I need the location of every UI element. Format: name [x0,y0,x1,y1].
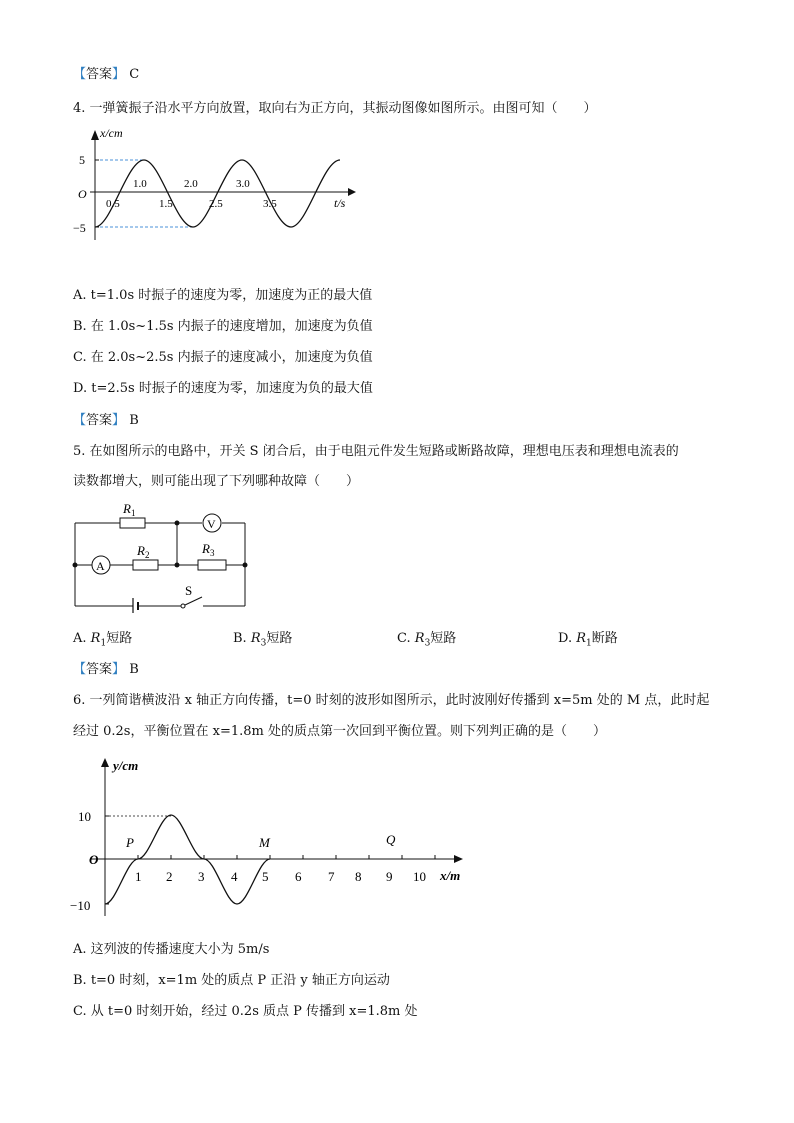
q6-y-pos-label: 10 [78,809,91,824]
answer-word: 答案 [86,662,113,677]
q5-option-c: C. $R_3$短路 [397,631,457,649]
q6-option-a: A. 这列波的传播速度大小为 5m/s [73,942,270,957]
q4-vibration-graph [70,122,360,242]
q5-resistor-r3 [198,560,226,570]
q4-option-a: A. t=1.0s 时振子的速度为零，加速度为正的最大值 [73,288,373,303]
q6-x-tick-5: 5 [262,869,269,884]
q6-point-p: P [126,835,134,850]
q6-origin-label: O [89,852,99,867]
answer-bracket-open: 【 [73,413,87,428]
q4-option-c: C. 在 2.0s~2.5s 内振子的速度减小，加速度为负值 [73,350,373,365]
q6-x-tick-9: 9 [386,869,393,884]
q4-tick-2-0: 2.0 [184,178,198,190]
answer-value: B [129,413,139,428]
q5-option-a: A. $R_1$短路 [73,631,133,649]
q6-x-tick-2: 2 [166,869,173,884]
q5-ammeter-label: A [96,559,105,573]
q6-x-axis-arrow [454,855,463,863]
q4-t-axis-arrow [348,188,356,196]
answer-line-q4 [73,412,139,430]
q6-x-tick-6: 6 [295,869,302,884]
question-5-stem-line2: 读数都增大，则可能出现了下列哪种故障（ ） [73,474,360,489]
q6-y-axis-arrow [101,758,109,767]
answer-bracket-close: 】 [112,67,126,82]
q4-tick-3-5: 3.5 [263,198,277,210]
q5-voltmeter-label: V [207,517,216,531]
q4-y-neg-label: −5 [73,221,86,235]
question-6-stem-line1: 6. 一列简谐横波沿 x 轴正方向传播，t=0 时刻的波形如图所示，此时波刚好传播到 x=5m 处的 M 点，此时起 [73,693,710,708]
q5-resistor-r2 [133,560,158,570]
answer-bracket-close: 】 [112,413,126,428]
question-5-stem-line1: 5. 在如图所示的电路中，开关 S 闭合后，由于电阻元件发生短路或断路故障，理想电压表和理想电流表的 [73,444,679,459]
answer-bracket-open: 【 [73,662,87,677]
q5-resistor-r1 [120,518,145,528]
answer-bracket-open: 【 [73,67,87,82]
q5-r2-label: $R_2$ [137,543,150,560]
q4-tick-2-5: 2.5 [209,198,223,210]
q6-point-m: M [259,835,270,850]
q6-x-tick-8: 8 [355,869,362,884]
q6-y-neg-label: −10 [70,898,91,913]
q5-r1-label: $R_1$ [123,501,136,518]
answer-word: 答案 [86,67,113,82]
question-4-stem: 4. 一弹簧振子沿水平方向放置，取向右为正方向，其振动图像如图所示。由图可知（ ） [73,101,597,116]
answer-line-q5 [73,661,139,679]
q6-x-tick-10: 10 [413,869,426,884]
q5-circuit-diagram [65,498,260,613]
q5-option-d: D. $R_1$断路 [558,631,618,649]
q6-x-axis-label: x/m [440,868,461,883]
q6-option-c: C. 从 t=0 时刻开始，经过 0.2s 质点 P 传播到 x=1.8m 处 [73,1004,418,1019]
q6-x-tick-7: 7 [328,869,335,884]
q4-tick-1-5: 1.5 [159,198,173,210]
answer-line-q3 [73,66,139,84]
q6-x-tick-4: 4 [231,869,238,884]
q4-tick-3-0: 3.0 [236,178,250,190]
q6-x-tick-3: 3 [198,869,205,884]
q6-y-axis-label: y/cm [113,758,139,773]
q4-tick-1-0: 1.0 [133,178,147,190]
q6-option-b: B. t=0 时刻，x=1m 处的质点 P 正沿 y 轴正方向运动 [73,973,390,988]
q4-y-axis-label: x/cm [100,126,123,140]
q4-option-d: D. t=2.5s 时振子的速度为零，加速度为负的最大值 [73,381,373,396]
q4-y-pos-label: 5 [79,153,85,167]
answer-word: 答案 [86,413,113,428]
q4-origin-label: O [78,187,87,201]
answer-bracket-close: 】 [112,662,126,677]
q6-wave-graph [70,754,470,919]
q6-x-tick-1: 1 [135,869,142,884]
q5-r3-label: $R_3$ [202,541,215,558]
q5-option-b: B. $R_3$短路 [233,631,293,649]
answer-value: B [129,662,139,677]
q4-x-axis-arrow [91,130,99,140]
question-6-stem-line2: 经过 0.2s，平衡位置在 x=1.8m 处的质点第一次回到平衡位置。则下列判正确的是（ ） [73,724,606,739]
answer-value: C [129,67,140,82]
q4-option-b: B. 在 1.0s~1.5s 内振子的速度增加，加速度为负值 [73,319,373,334]
q5-switch [185,597,202,605]
q6-point-q: Q [386,832,396,847]
q4-tick-0-5: 0.5 [106,198,120,210]
q5-switch-label: S [185,583,193,598]
q4-displacement-curve [95,160,340,227]
q4-t-axis-label: t/s [334,196,346,210]
